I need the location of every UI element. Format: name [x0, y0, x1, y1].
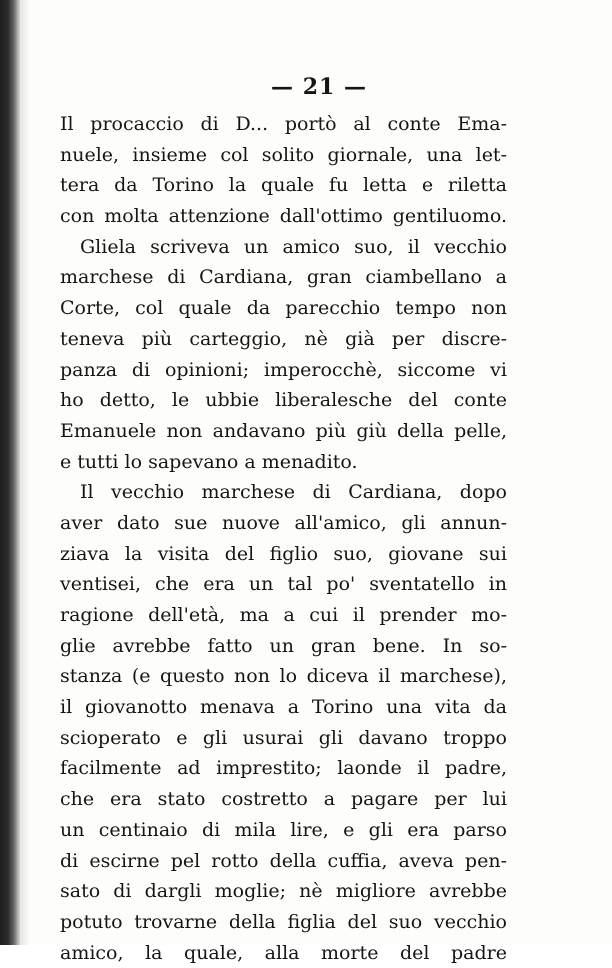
text-line: aver dato sue nuove all'amico, gli annun- — [60, 511, 507, 534]
text-line: stanza (e questo non lo diceva il marchese), — [60, 665, 507, 688]
text-line: Il vecchio marchese di Cardiana, dopo — [80, 481, 507, 504]
text-line: potuto trovarne della figlia del suo vecchio — [60, 910, 507, 933]
text-line: amico, la quale, alla morte del padre — [60, 941, 507, 964]
body-text — [60, 109, 507, 968]
text-line: ho detto, le ubbie liberalesche del conte — [60, 389, 507, 412]
text-line: facilmente ad imprestito; laonde il padre, — [60, 757, 507, 780]
text-line: sato di dargli moglie; nè migliore avrebbe — [60, 880, 507, 903]
text-line: tera da Torino la quale fu letta e riletta — [60, 174, 507, 197]
text-line: Il procaccio di D... portò al conte Ema- — [60, 113, 507, 135]
text-line: un centinaio di mila lire, e gli era parso — [60, 818, 507, 841]
spine-shadow — [20, 0, 30, 945]
text-line: ziava la visita del figlio suo, giovane sui — [60, 542, 507, 565]
text-line: il giovanotto menava a Torino una vita da — [60, 696, 507, 719]
text-line: con molta attenzione dall'ottimo gentiluomo. — [60, 205, 507, 228]
text-line: ragione dell'età, ma a cui il prender mo- — [60, 604, 507, 626]
page-number: — 21 — — [271, 74, 367, 100]
text-line: che era stato costretto a pagare per lui — [60, 788, 507, 811]
text-line: ventisei, che era un tal po' sventatello in — [60, 573, 507, 596]
text-line: marchese di Cardiana, gran ciambellano a — [60, 266, 507, 289]
text-line: scioperato e gli usurai gli davano troppo — [60, 726, 507, 749]
text-line: glie avrebbe fatto un gran bene. In so- — [60, 634, 507, 657]
text-line: teneva più carteggio, nè già per discre- — [60, 327, 507, 350]
text-line: Corte, col quale da parecchio tempo non — [60, 297, 507, 320]
text-line: nuele, insieme col solito giornale, una let- — [60, 143, 507, 166]
text-line: e tutti lo sapevano a menadito. — [60, 450, 358, 473]
text-line: panza di opinioni; imperocchè, siccome vi — [60, 358, 507, 381]
text-line: di escirne pel rotto della cuffia, aveva pen- — [60, 849, 507, 872]
text-line: Gliela scriveva un amico suo, il vecchio — [80, 235, 507, 258]
text-line: Emanuele non andavano più giù della pelle, — [60, 419, 507, 442]
book-spine — [0, 0, 20, 945]
